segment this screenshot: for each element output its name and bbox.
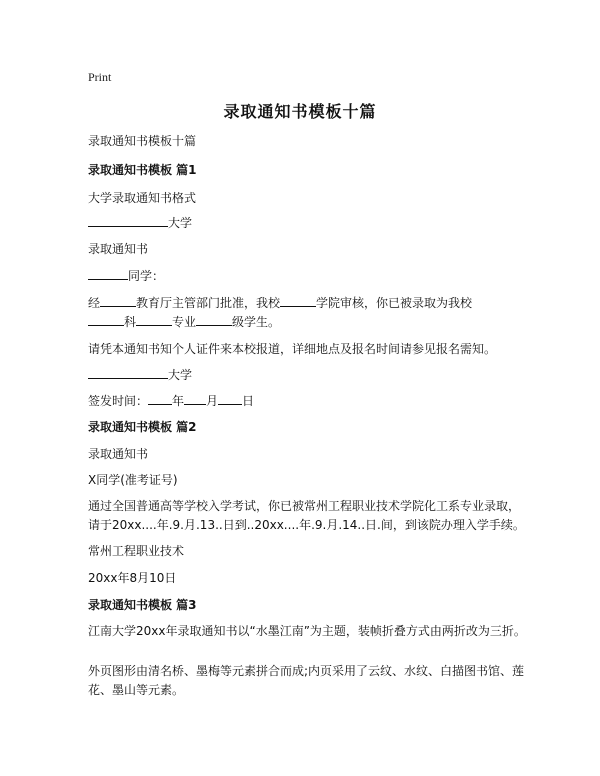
instruction-line: 请凭本通知书知个人证件来本校报道，详细地点及报名时间请参见报名需知。	[88, 342, 497, 356]
page-title: 录取通知书模板十篇	[223, 102, 377, 121]
section-heading-3: 录取通知书模板 篇3	[88, 598, 197, 612]
section-heading-1: 录取通知书模板 篇1	[88, 163, 197, 177]
blank	[88, 313, 124, 326]
zhuanye-label: 专业	[172, 315, 197, 329]
student-suffix: 同学：	[128, 269, 165, 283]
blank	[88, 267, 128, 280]
notice-label-2: 录取通知书	[88, 447, 149, 461]
approve-mid1: 教育厅主管部门批准，我校	[136, 296, 281, 310]
sign-date-label: 签发时间：	[88, 394, 149, 408]
blank	[148, 392, 172, 405]
ke-label: 科	[124, 315, 137, 329]
univ-suffix: 大学	[168, 216, 193, 230]
university-line-2	[88, 366, 192, 384]
section3-para2: 外页图形由清名桥、墨梅等元素拼合而成;内页采用了云纹、水纹、白描图书馆、莲花、墨山等元素。	[88, 664, 525, 697]
notice-date: 20xx年8月10日	[88, 571, 177, 585]
approve-pre: 经	[88, 296, 101, 310]
section-heading-2: 录取通知书模板 篇2	[88, 420, 197, 434]
blank	[88, 214, 168, 227]
grade-label: 级学生。	[232, 315, 281, 329]
year-label: 年	[172, 394, 185, 408]
print-label: Print	[88, 70, 112, 84]
approve-line	[88, 294, 472, 312]
school-name: 常州工程职业技术	[88, 544, 185, 558]
student-line	[88, 267, 164, 285]
blank	[218, 392, 242, 405]
blank	[88, 366, 168, 379]
subtitle: 录取通知书模板十篇	[88, 134, 197, 148]
blank	[136, 313, 172, 326]
approve-mid2: 学院审核，你已被录取为我校	[316, 296, 473, 310]
major-line	[88, 313, 280, 331]
university-line	[88, 214, 192, 232]
section2-body: 通过全国普通高等学校入学考试，你已被常州工程职业技术学院化工系专业录取，请于20xx....年.9.月.13..日到..20xx....年.9.月.14..日.间，到该院办理入学手续。	[88, 499, 525, 532]
month-label: 月	[206, 394, 219, 408]
sign-date-line	[88, 392, 254, 410]
format-label: 大学录取通知书格式	[88, 191, 197, 205]
section3-para1: 江南大学20xx年录取通知书以“水墨江南”为主题，装帧折叠方式由两折改为三折。	[88, 624, 526, 638]
day-label: 日	[242, 394, 255, 408]
student-exam-line: X同学(准考证号)	[88, 473, 178, 487]
blank	[196, 313, 232, 326]
notice-label: 录取通知书	[88, 242, 149, 256]
blank	[280, 294, 316, 307]
blank	[100, 294, 136, 307]
blank	[184, 392, 206, 405]
univ-suffix-2: 大学	[168, 368, 193, 382]
